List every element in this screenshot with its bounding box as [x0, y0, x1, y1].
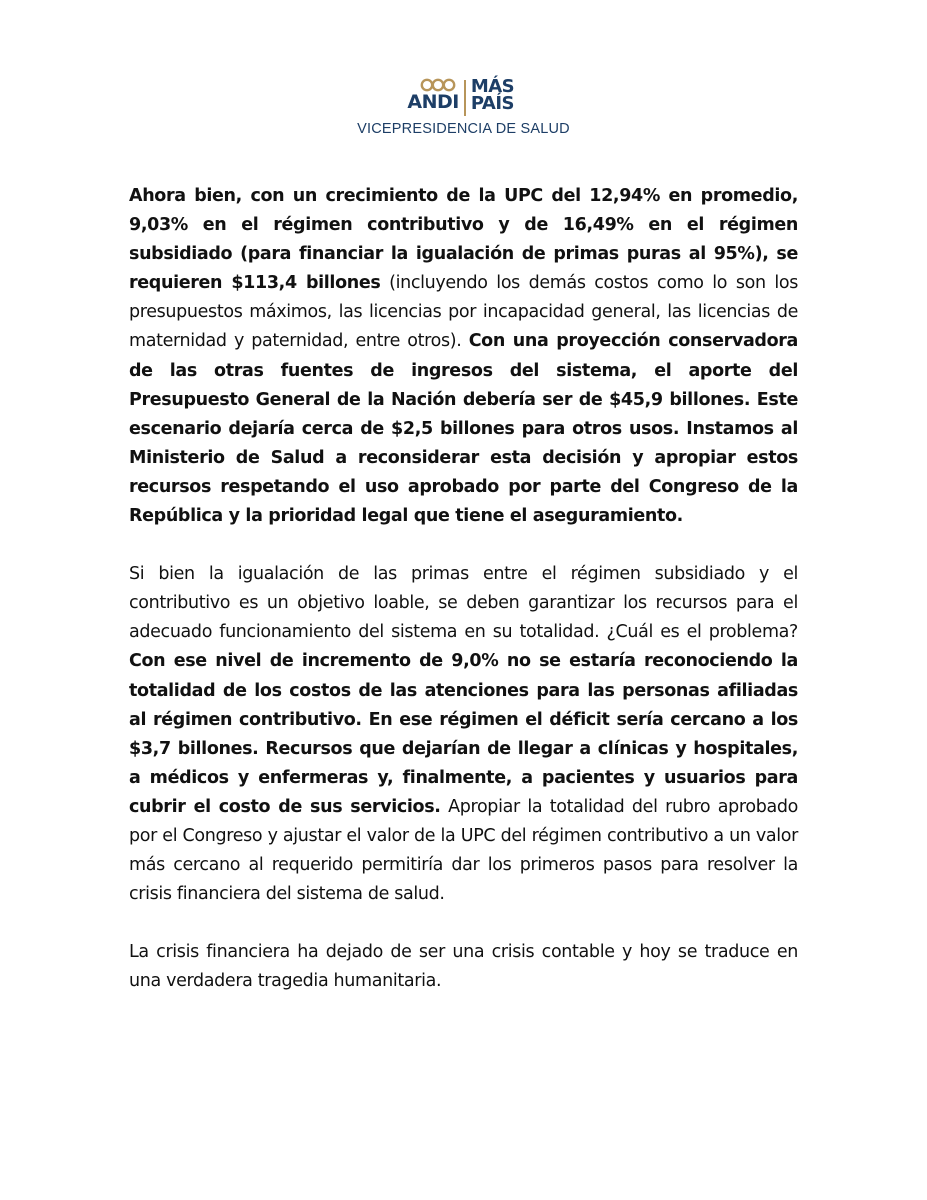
- letterhead: [0, 78, 927, 137]
- paragraph-2: [129, 560, 798, 909]
- andi-wordmark: ANDI: [407, 91, 459, 113]
- paragraph-3: La crisis financiera ha dejado de ser una crisis contable y hoy se traduce en una verdadera tragedia humanitaria.: [129, 942, 798, 992]
- paragraph-2-regular-b: Apropiar la totalidad del rubro aprobado por el Congreso y ajustar el valor de la UPC del régimen contributivo a un valor más cercano al requerido permitiría dar los primeros pasos para resolver la crisis financiera del sistema de salud.: [129, 796, 798, 905]
- paragraph-1: [129, 182, 798, 531]
- paragraph-1-regular: (incluyendo los demás costos como lo son los presupuestos máximos, las licencias por incapacidad general, las licencias de maternidad y paternidad, entre otros).: [129, 273, 798, 352]
- paragraph-1-bold-a: Ahora bien, con un crecimiento de la UPC del 12,94% en promedio, 9,03% en el régimen contributivo y de 16,49% en el régimen subsidiado (para financiar la igualación de primas puras al 95%), se requieren $113,4 billones: [129, 186, 798, 294]
- andi-logo-mark-icon: [419, 78, 459, 92]
- document-body: [129, 182, 798, 1025]
- logo: [407, 76, 515, 118]
- paragraph-2-bold: Con ese nivel de incremento de 9,0% no se estaría reconociendo la totalidad de los costos de las atenciones para las personas afiliadas al régimen contributivo. En ese régimen el déficit sería cercano a los $3,7 billones. Recursos que dejarían de llegar a clínicas y hospitales, a médicos y enfermeras y, finalmente, a pacientes y usuarios para cubrir el costo de sus servicios.: [129, 651, 798, 817]
- letterhead-subtitle: VICEPRESIDENCIA DE SALUD: [357, 121, 570, 137]
- mas-wordmark: MÁS: [470, 76, 515, 97]
- logo-divider: [464, 80, 466, 116]
- paragraph-1-bold-b: Con una proyección conservadora de las otras fuentes de ingresos del sistema, el aporte del Presupuesto General de la Nación debería ser de $45,9 billones. Este escenario dejaría cerca de $2,5 billones para otros usos. Instamos al Ministerio de Salud a reconsiderar esta decisión y apropiar estos recursos respetando el uso aprobado por parte del Congreso de la República y la prioridad legal que tiene el aseguramiento.: [129, 331, 798, 527]
- paragraph-2-regular-a: Si bien la igualación de las primas entre el régimen subsidiado y el contributivo es un objetivo loable, se deben garantizar los recursos para el adecuado funcionamiento del sistema en su totalidad. ¿Cuál es el problema?: [129, 564, 798, 643]
- pais-wordmark: PAÍS: [470, 93, 514, 114]
